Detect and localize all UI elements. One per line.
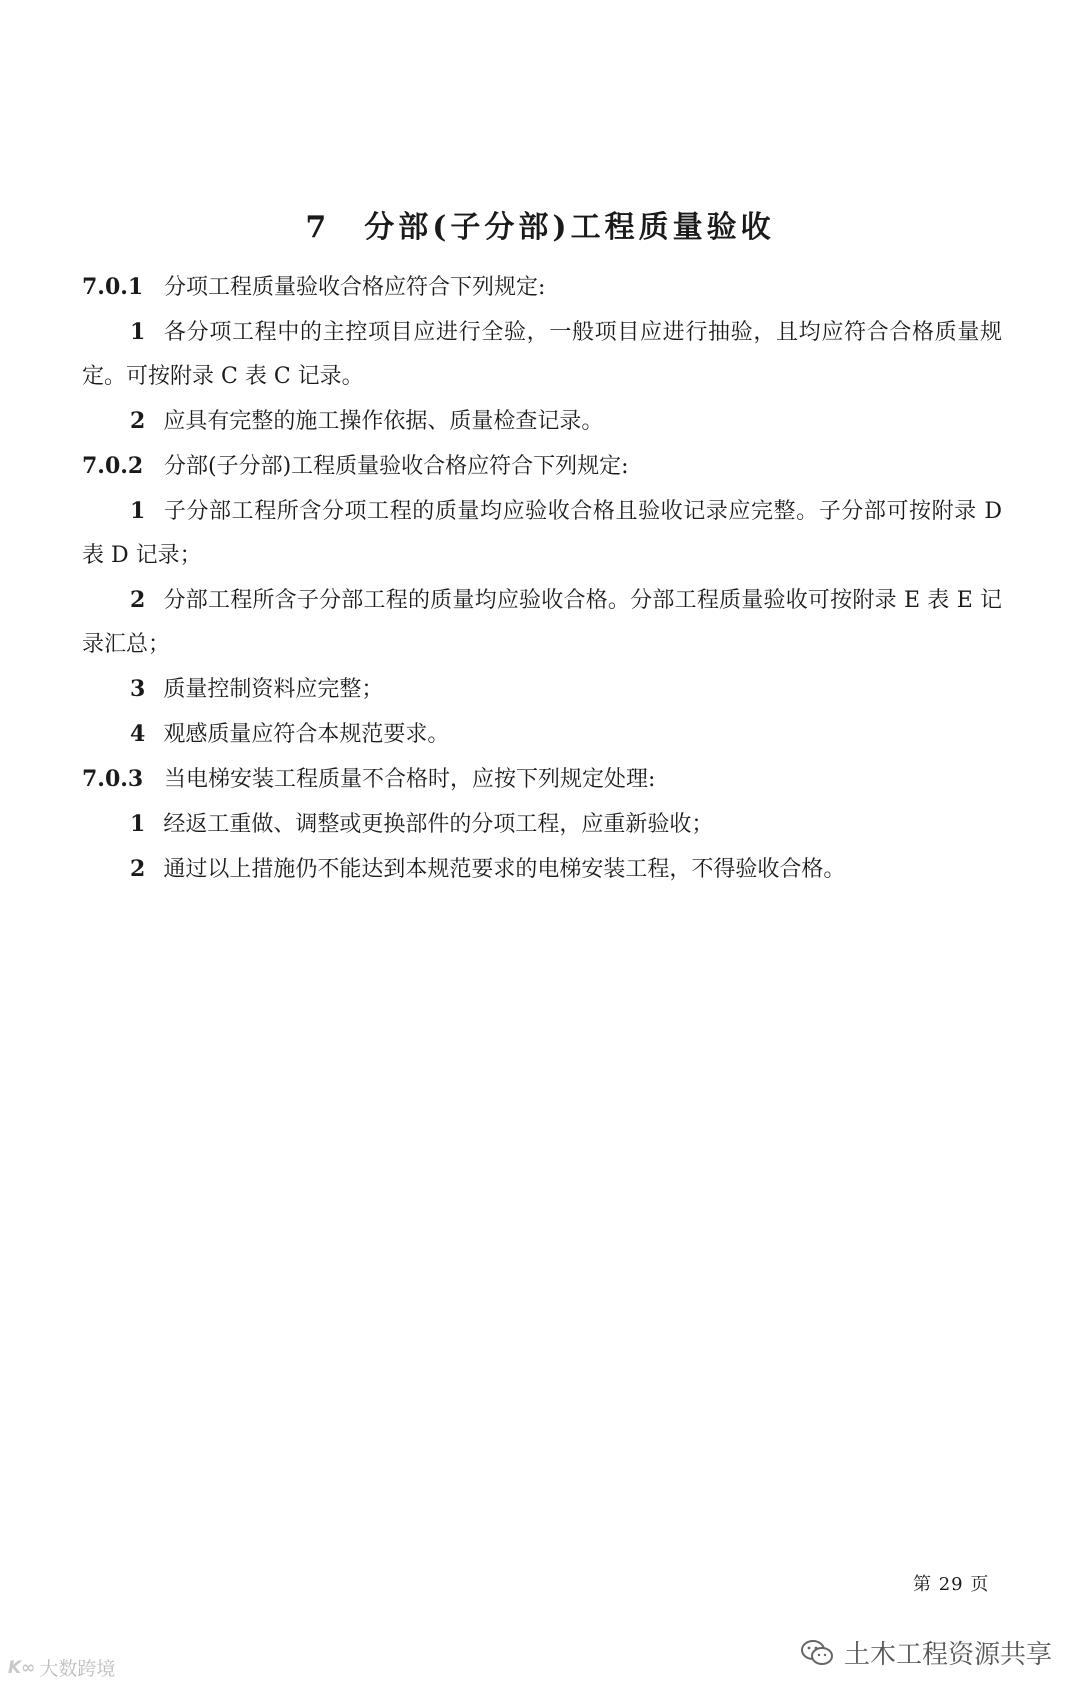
clause-item [82, 399, 1002, 444]
item-number: 2 [130, 587, 146, 613]
brand-logo-icon: K∞ [8, 1657, 36, 1678]
item-text: 分部工程所含子分部工程的质量均应验收合格。分部工程质量验收可按附录 E 表 E 记录汇总； [82, 588, 1002, 657]
clause-item [82, 578, 1002, 667]
clause-item [82, 802, 1002, 847]
watermark-right [800, 1634, 1052, 1671]
clause-item [82, 667, 1002, 712]
clause-number: 7.0.1 [82, 274, 144, 300]
clause-item [82, 310, 1002, 399]
item-text: 质量控制资料应完整； [163, 677, 384, 702]
item-text: 通过以上措施仍不能达到本规范要求的电梯安装工程，不得验收合格。 [163, 857, 846, 882]
watermark-left-text: 大数跨境 [39, 1658, 116, 1680]
item-number: 1 [130, 319, 146, 345]
item-number: 3 [130, 676, 146, 702]
clause-text: 当电梯安装工程质量不合格时，应按下列规定处理: [164, 767, 656, 792]
item-text: 应具有完整的施工操作依据、质量检查记录。 [163, 409, 604, 434]
item-text: 各分项工程中的主控项目应进行全验，一般项目应进行抽验，且均应符合合格质量规定。可按附录 C 表 C 记录。 [82, 320, 1002, 389]
chapter-number: 7 [305, 210, 331, 245]
page-number: 第 29 页 [913, 1574, 990, 1595]
chapter-title [0, 202, 1080, 246]
item-text: 经返工重做、调整或更换部件的分项工程，应重新验收； [163, 812, 714, 837]
clause-7-0-3 [82, 757, 1002, 802]
clause-item [82, 489, 1002, 578]
clause-number: 7.0.2 [82, 453, 144, 479]
chapter-title-text: 分部(子分部)工程质量验收 [364, 210, 775, 245]
clause-text: 分部(子分部)工程质量验收合格应符合下列规定: [164, 454, 629, 479]
clause-number: 7.0.3 [82, 766, 144, 792]
item-number: 1 [130, 811, 146, 837]
wechat-icon [800, 1639, 834, 1667]
clause-text: 分项工程质量验收合格应符合下列规定: [164, 275, 546, 300]
watermark-right-text: 土木工程资源共享 [843, 1640, 1052, 1670]
item-number: 2 [130, 856, 146, 882]
clause-7-0-2 [82, 444, 1002, 489]
clause-7-0-1 [82, 265, 1002, 310]
item-text: 观感质量应符合本规范要求。 [163, 722, 450, 747]
watermark-left [8, 1654, 115, 1681]
chapter-body [82, 265, 1002, 892]
clause-item [82, 712, 1002, 757]
item-number: 1 [130, 498, 146, 524]
item-number: 4 [130, 721, 146, 747]
clause-item [82, 847, 1002, 892]
item-number: 2 [130, 408, 146, 434]
item-text: 子分部工程所含分项工程的质量均应验收合格且验收记录应完整。子分部可按附录 D 表 D 记录； [82, 499, 1002, 568]
